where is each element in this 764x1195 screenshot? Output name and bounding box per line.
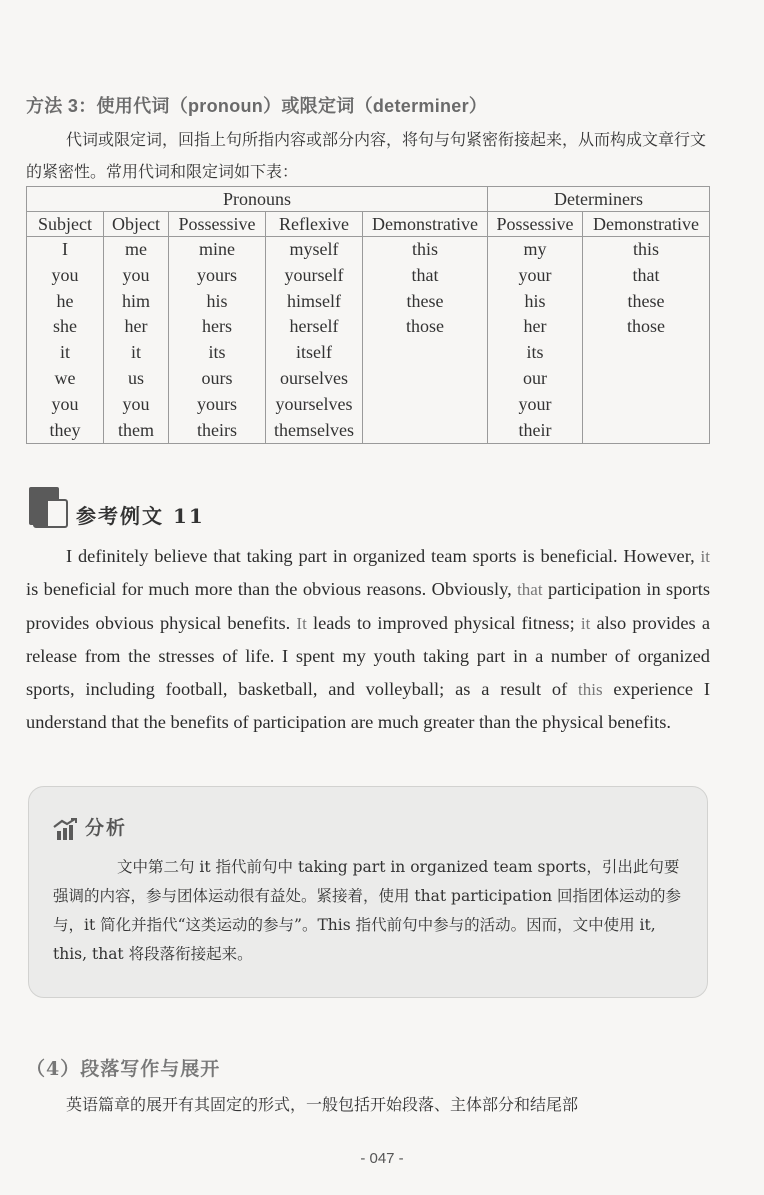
analysis-text: 文中第二句 it 指代前句中 taking part in organized team sports，引出此句要强调的内容，参与团体运动很有益处。紧接着，使用 that participation 回指团体运动的参与，it 简化并指代“这类运动的参与”。This 指代前句中参与的活动。因而，文中使用 it, this, that 将段落衔接起来。 [53, 858, 682, 963]
pronoun-determiner-table [26, 186, 710, 444]
reference-essay-heading [28, 485, 205, 529]
table-row [27, 392, 710, 418]
table-cell: their [488, 418, 583, 444]
table-cell: this [363, 237, 488, 263]
table-cell: themselves [266, 418, 363, 444]
table-cell: that [363, 263, 488, 289]
table-cell: they [27, 418, 104, 444]
determiners-group-header: Determiners [488, 187, 710, 212]
highlighted-word: this [578, 679, 603, 699]
highlighted-word: It [296, 613, 307, 633]
table-cell: his [488, 289, 583, 315]
table-cell: your [488, 263, 583, 289]
table-cell [363, 340, 488, 366]
col-header: Possessive [488, 212, 583, 237]
analysis-box [28, 786, 708, 998]
table-cell [363, 418, 488, 444]
page-number: - 047 - [360, 1150, 404, 1167]
table-cell: yours [169, 392, 266, 418]
table-cell [583, 392, 710, 418]
table-cell: it [104, 340, 169, 366]
table-cell: you [104, 392, 169, 418]
table-cell: her [488, 314, 583, 340]
table-cell [363, 366, 488, 392]
table-row [27, 237, 710, 263]
table-cell: her [104, 314, 169, 340]
col-header: Possessive [169, 212, 266, 237]
table-row [27, 366, 710, 392]
pronouns-group-header: Pronouns [27, 187, 488, 212]
table-cell: your [488, 392, 583, 418]
table-cell: itself [266, 340, 363, 366]
table-body [27, 237, 710, 444]
table-cell: yours [169, 263, 266, 289]
table-cell: he [27, 289, 104, 315]
reference-essay-title: 参考例文 11 [76, 503, 205, 528]
table-cell: theirs [169, 418, 266, 444]
table-cell [363, 392, 488, 418]
table-cell: those [363, 314, 488, 340]
table-cell: ours [169, 366, 266, 392]
table-cell: our [488, 366, 583, 392]
table-cell: its [169, 340, 266, 366]
table-cell: its [488, 340, 583, 366]
highlighted-word: it [580, 613, 591, 633]
table-cell: she [27, 314, 104, 340]
table-row [27, 340, 710, 366]
table-cell: herself [266, 314, 363, 340]
table-cell: ourselves [266, 366, 363, 392]
table-cell: you [27, 263, 104, 289]
table-cell: yourself [266, 263, 363, 289]
table-cell: my [488, 237, 583, 263]
table-cell: hers [169, 314, 266, 340]
analysis-heading [53, 813, 127, 840]
table-cell: we [27, 366, 104, 392]
section-text: 英语篇章的展开有其固定的形式，一般包括开始段落、主体部分和结尾部 [66, 1095, 579, 1114]
col-header: Demonstrative [583, 212, 710, 237]
highlighted-word: it [700, 547, 710, 566]
table-cell: himself [266, 289, 363, 315]
table-row [27, 418, 710, 444]
table-cell: these [363, 289, 488, 315]
table-cell: me [104, 237, 169, 263]
highlighted-word: that [517, 580, 543, 600]
essay-paragraph: I definitely believe that taking part in organized team sports is beneficial. However, it is beneficial for much more than the obvious reasons. Obviously, that participation in sports provides obvious physical benefits. It leads to improved physical fitness; it also provides a release from the stresses of life. I spent my youth taking part in a number of organized sports, including football, basketball, and volleyball; as a result of this experience I understand that the benefits of participation are much greater than the physical benefits. [26, 546, 710, 733]
method-title: 方法 3：使用代词（pronoun）或限定词（determiner） [26, 96, 488, 116]
col-header: Subject [27, 212, 104, 237]
table-cell: us [104, 366, 169, 392]
section-title: （4）段落写作与展开 [26, 1058, 221, 1080]
table-cell: you [104, 263, 169, 289]
table-cell: myself [266, 237, 363, 263]
intro-paragraph: 代词或限定词，回指上句所指内容或部分内容，将句与句紧密衔接起来，从而构成文章行文的紧密性。常用代词和限定词如下表： [26, 130, 707, 181]
table-cell [583, 340, 710, 366]
bar-chart-icon [53, 818, 79, 840]
table-cell: them [104, 418, 169, 444]
table-cell: him [104, 289, 169, 315]
table-cell: those [583, 314, 710, 340]
table-cell [583, 366, 710, 392]
table-cell: that [583, 263, 710, 289]
table-row [27, 289, 710, 315]
table-cell: it [27, 340, 104, 366]
table-cell: I [27, 237, 104, 263]
table-cell: mine [169, 237, 266, 263]
col-header: Object [104, 212, 169, 237]
table-row [27, 314, 710, 340]
table-row [27, 263, 710, 289]
analysis-title: 分析 [85, 817, 128, 839]
col-header: Demonstrative [363, 212, 488, 237]
table-cell [583, 418, 710, 444]
table-cell: this [583, 237, 710, 263]
document-icon [28, 486, 68, 528]
table-cell: you [27, 392, 104, 418]
table-cell: his [169, 289, 266, 315]
table-cell: yourselves [266, 392, 363, 418]
table-cell: these [583, 289, 710, 315]
col-header: Reflexive [266, 212, 363, 237]
